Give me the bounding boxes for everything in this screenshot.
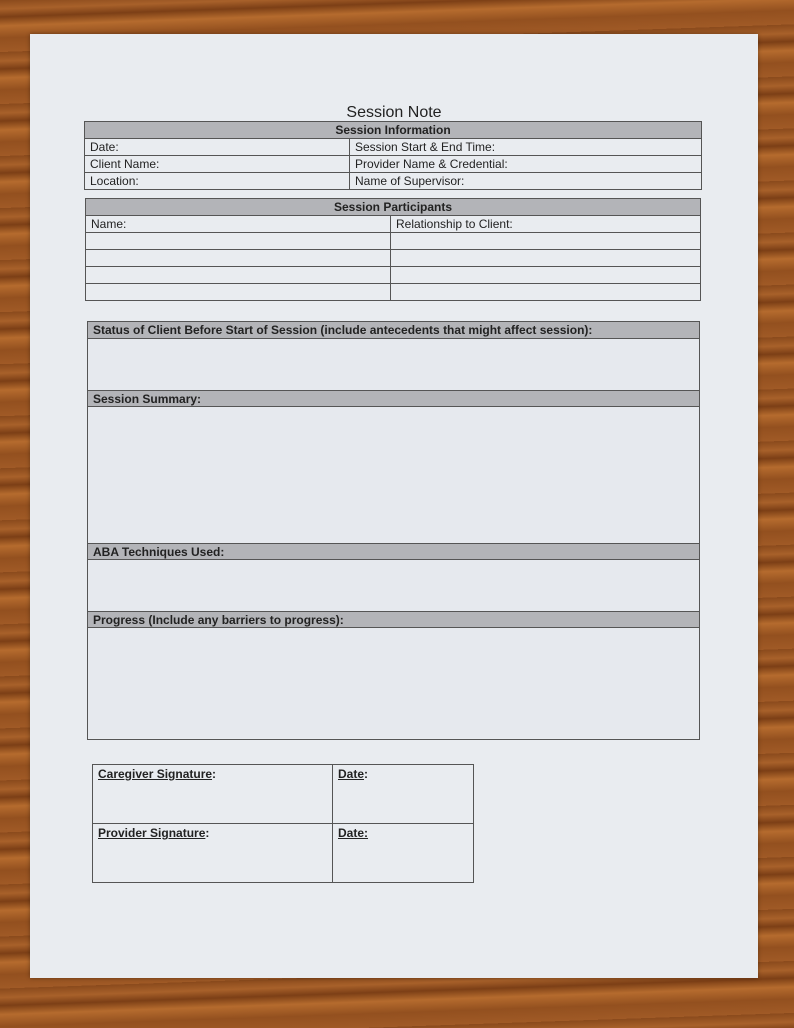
progress-section-body[interactable] [88, 628, 699, 738]
location-field[interactable]: Location: [85, 173, 350, 190]
supervisor-field[interactable]: Name of Supervisor: [350, 173, 702, 190]
progress-section-header: Progress (Include any barriers to progress): [88, 611, 699, 628]
participant-name-cell[interactable] [86, 233, 391, 250]
participant-relationship-cell[interactable] [391, 284, 701, 301]
paper-sheet [30, 34, 758, 978]
date-field[interactable]: Date: [85, 139, 350, 156]
caregiver-signature-label: Caregiver Signature [98, 767, 213, 781]
participant-relationship-cell[interactable] [391, 267, 701, 284]
narrative-sections [87, 321, 700, 740]
provider-signature-field[interactable]: Provider Signature: [93, 824, 333, 883]
client-name-field[interactable]: Client Name: [85, 156, 350, 173]
summary-section-header: Session Summary: [88, 390, 699, 407]
participant-relationship-cell[interactable] [391, 250, 701, 267]
session-participants-table [85, 198, 701, 301]
status-section-header: Status of Client Before Start of Session (include antecedents that might affect session): [88, 322, 699, 339]
page-title: Session Note [346, 104, 442, 121]
participant-name-cell[interactable] [86, 250, 391, 267]
provider-date-field[interactable] [333, 824, 474, 883]
session-participants-header: Session Participants [86, 199, 701, 216]
provider-name-field[interactable]: Provider Name & Credential: [350, 156, 702, 173]
participant-name-cell[interactable] [86, 267, 391, 284]
summary-section-body[interactable] [88, 407, 699, 543]
caregiver-date-label: Date [338, 767, 365, 781]
participant-relationship-header: Relationship to Client: [391, 216, 701, 233]
participant-name-cell[interactable] [86, 284, 391, 301]
techniques-section-header: ABA Techniques Used: [88, 543, 699, 560]
caregiver-signature-field[interactable]: Caregiver Signature: [93, 765, 333, 824]
session-time-field[interactable]: Session Start & End Time: [350, 139, 702, 156]
techniques-section-body[interactable] [88, 560, 699, 611]
signature-table [92, 764, 474, 883]
participant-relationship-cell[interactable] [391, 233, 701, 250]
participant-name-header: Name: [86, 216, 391, 233]
caregiver-date-field[interactable]: Date: [333, 765, 474, 824]
status-section-body[interactable] [88, 339, 699, 390]
session-information-header: Session Information [85, 122, 702, 139]
session-information-table [84, 121, 702, 190]
provider-date-label: Date: [338, 826, 369, 840]
provider-signature-label: Provider Signature [98, 826, 206, 840]
